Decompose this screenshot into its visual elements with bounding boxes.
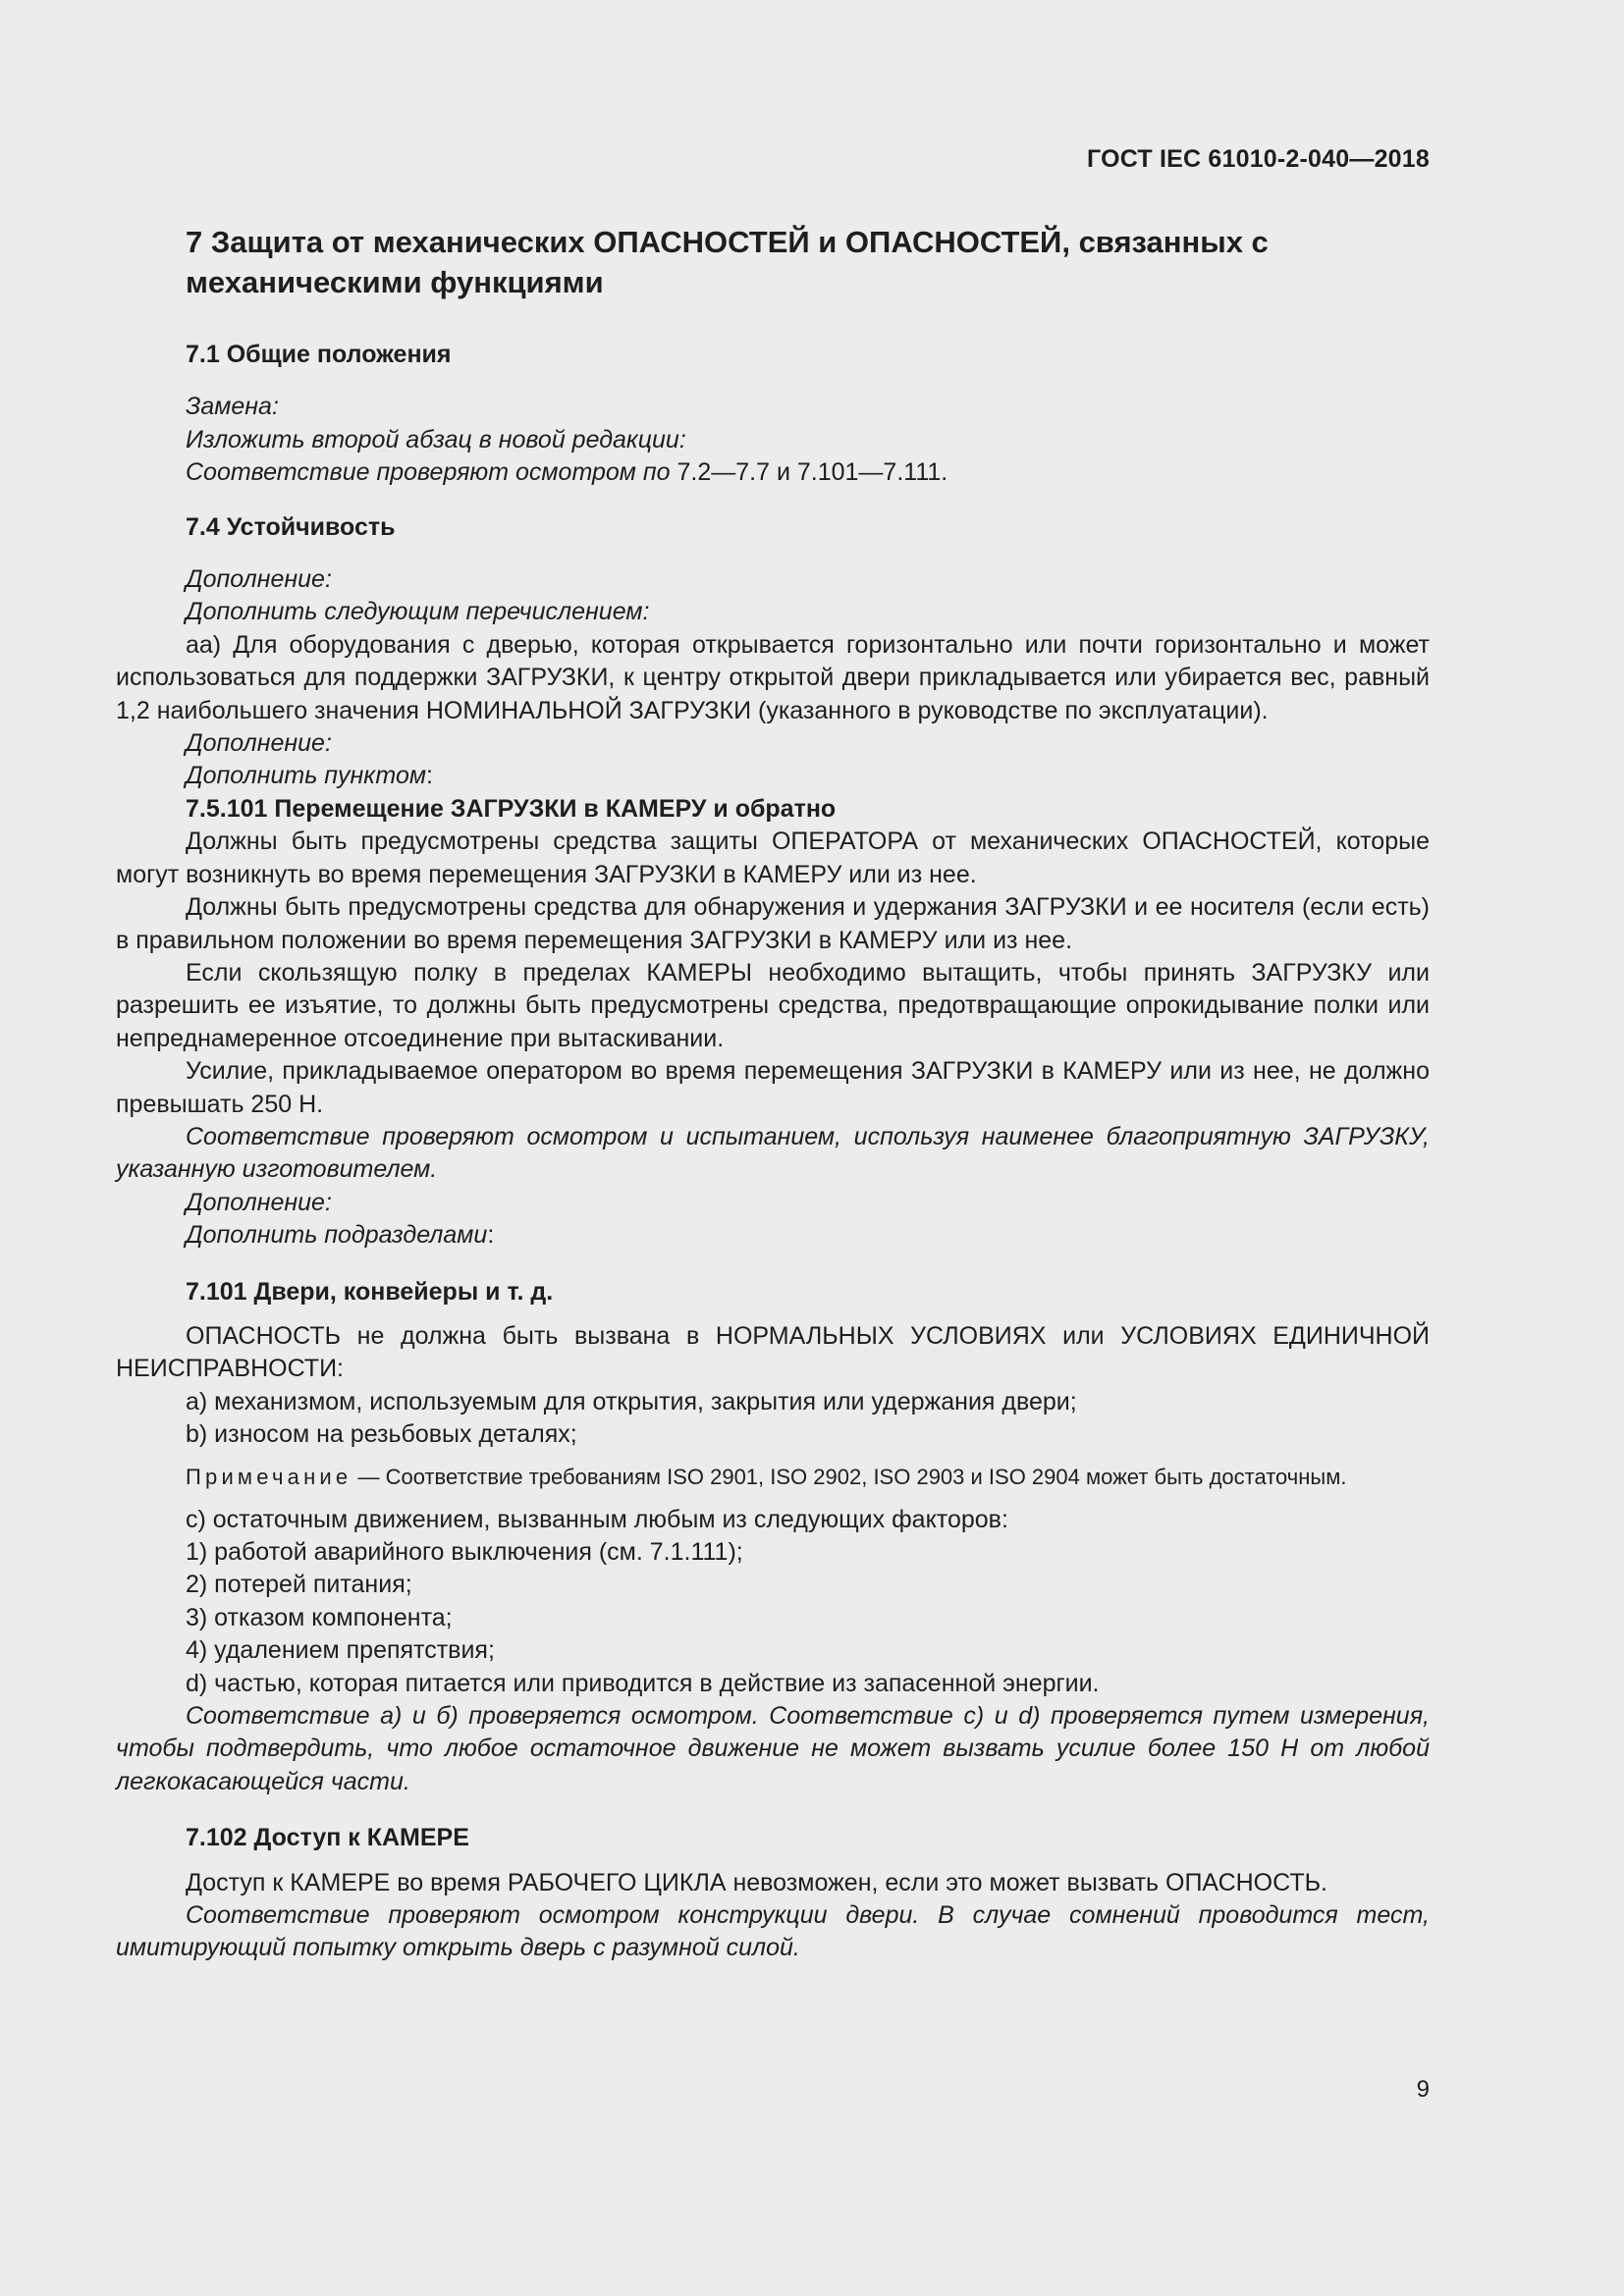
paragraph-operator-protection: Должны быть предусмотрены средства защиты ОПЕРАТОРА от механических ОПАСНОСТЕЙ, которые могут возникнуть во время перемещения ЗАГРУЗКИ в КАМЕРУ или из нее. <box>116 828 1430 888</box>
page-content <box>116 222 1430 1965</box>
compliance-7-1-italic: Соответствие проверяют осмотром по <box>186 458 671 487</box>
page-number: 9 <box>1416 2076 1430 2103</box>
list-item-1: 1) работой аварийного выключения (см. 7.1.111); <box>186 1538 743 1566</box>
heading-7-4: 7.4 Устойчивость <box>186 512 396 541</box>
paragraph-hazard-conditions: ОПАСНОСТЬ не должна быть вызвана в НОРМАЛЬНЫХ УСЛОВИЯХ или УСЛОВИЯХ ЕДИНИЧНОЙ НЕИСПРАВНОСТИ: <box>116 1321 1430 1383</box>
compliance-7-5-101: Соответствие проверяют осмотром и испытанием, используя наименее благоприятную ЗАГРУЗКУ, указанную изготовителем. <box>116 1122 1430 1184</box>
heading-7-101: 7.101 Двери, конвейеры и т. д. <box>186 1277 554 1306</box>
text-addition-2: Дополнение: <box>186 729 332 758</box>
list-item-d: d) частью, которая питается или приводится в действие из запасенной энергии. <box>186 1669 1100 1697</box>
text-restate-paragraph: Изложить второй абзац в новой редакции: <box>186 425 686 454</box>
text-add-subsections-colon: : <box>487 1221 495 1250</box>
paragraph-force-limit: Усилие, прикладываемое оператором во время перемещения ЗАГРУЗКИ в КАМЕРУ или из нее, не должно превышать 250 Н. <box>116 1057 1430 1118</box>
note-text: — Соответствие требованиям ISO 2901, ISO 2902, ISO 2903 и ISO 2904 может быть достаточным. <box>352 1464 1347 1489</box>
item-aa: аа) Для оборудования с дверью, которая открывается горизонтально или почти горизонтально и может использоваться для поддержки ЗАГРУЗКИ, к центру открытой двери прикладывается или убирается вес, равный 1,2 наибольшего значения НОМИНАЛЬНОЙ ЗАГРУЗКИ (указанного в руководстве по эксплуатации). <box>116 630 1430 724</box>
list-item-a: a) механизмом, используемым для открытия, закрытия или удержания двери; <box>186 1387 1077 1415</box>
paragraph-chamber-access: Доступ к КАМЕРЕ во время РАБОЧЕГО ЦИКЛА невозможен, если это может вызвать ОПАСНОСТЬ. <box>186 1868 1327 1896</box>
text-addition: Дополнение: <box>186 565 332 594</box>
compliance-7-101: Соответствие a) и б) проверяется осмотром. Соответствие c) и d) проверяется путем измерения, чтобы подтвердить, что любое остаточное движение не может вызвать усилие более 150 Н от любой легкокасающейся части. <box>116 1702 1430 1795</box>
list-item-c: c) остаточным движением, вызванным любым из следующих факторов: <box>186 1505 1008 1533</box>
list-item-2: 2) потерей питания; <box>186 1571 412 1599</box>
note <box>116 1462 1430 1492</box>
text-add-enumeration: Дополнить следующим перечислением: <box>186 598 650 626</box>
note-label: Примечание <box>186 1464 352 1489</box>
compliance-7-102: Соответствие проверяют осмотром конструкции двери. В случае сомнений проводится тест, имитирующий попытку открыть дверь с разумной силой. <box>116 1901 1430 1962</box>
document-code: ГОСТ IEC 61010-2-040—2018 <box>1087 145 1430 173</box>
section-7-title: 7 Защита от механических ОПАСНОСТЕЙ и ОПАСНОСТЕЙ, связанных с механическими функциями <box>186 225 1269 299</box>
list-item-4: 4) удалением препятствия; <box>186 1636 495 1665</box>
paragraph-load-detection: Должны быть предусмотрены средства для обнаружения и удержания ЗАГРУЗКИ и ее носителя (если есть) в правильном положении во время перемещения ЗАГРУЗКИ в КАМЕРУ или из нее. <box>116 893 1430 954</box>
heading-7-102: 7.102 Доступ к КАМЕРЕ <box>186 1824 469 1852</box>
list-item-3: 3) отказом компонента; <box>186 1603 453 1631</box>
text-add-subsections <box>116 1219 1430 1252</box>
text-add-subsections-italic: Дополнить подразделами <box>186 1221 488 1250</box>
paragraph-sliding-shelf: Если скользящую полку в пределах КАМЕРЫ необходимо вытащить, чтобы принять ЗАГРУЗКУ или разрешить ее изъятие, то должны быть предусмотрены средства, предотвращающие опрокидывание полки или непреднамеренное отсоединение при вытаскивании. <box>116 958 1430 1052</box>
list-item-b: b) износом на резьбовых деталях; <box>186 1420 577 1449</box>
text-add-clause-colon: : <box>425 762 433 790</box>
compliance-7-1 <box>116 456 1430 489</box>
text-add-clause-italic: Дополнить пунктом <box>186 762 426 790</box>
heading-7-5-101: 7.5.101 Перемещение ЗАГРУЗКИ в КАМЕРУ и обратно <box>186 794 837 823</box>
text-add-clause <box>116 760 1430 792</box>
compliance-7-1-refs: 7.2—7.7 и 7.101—7.111. <box>670 458 948 487</box>
text-addition-3: Дополнение: <box>186 1188 332 1216</box>
text-replacement: Замена: <box>186 393 279 421</box>
heading-7-1: 7.1 Общие положения <box>186 341 452 368</box>
